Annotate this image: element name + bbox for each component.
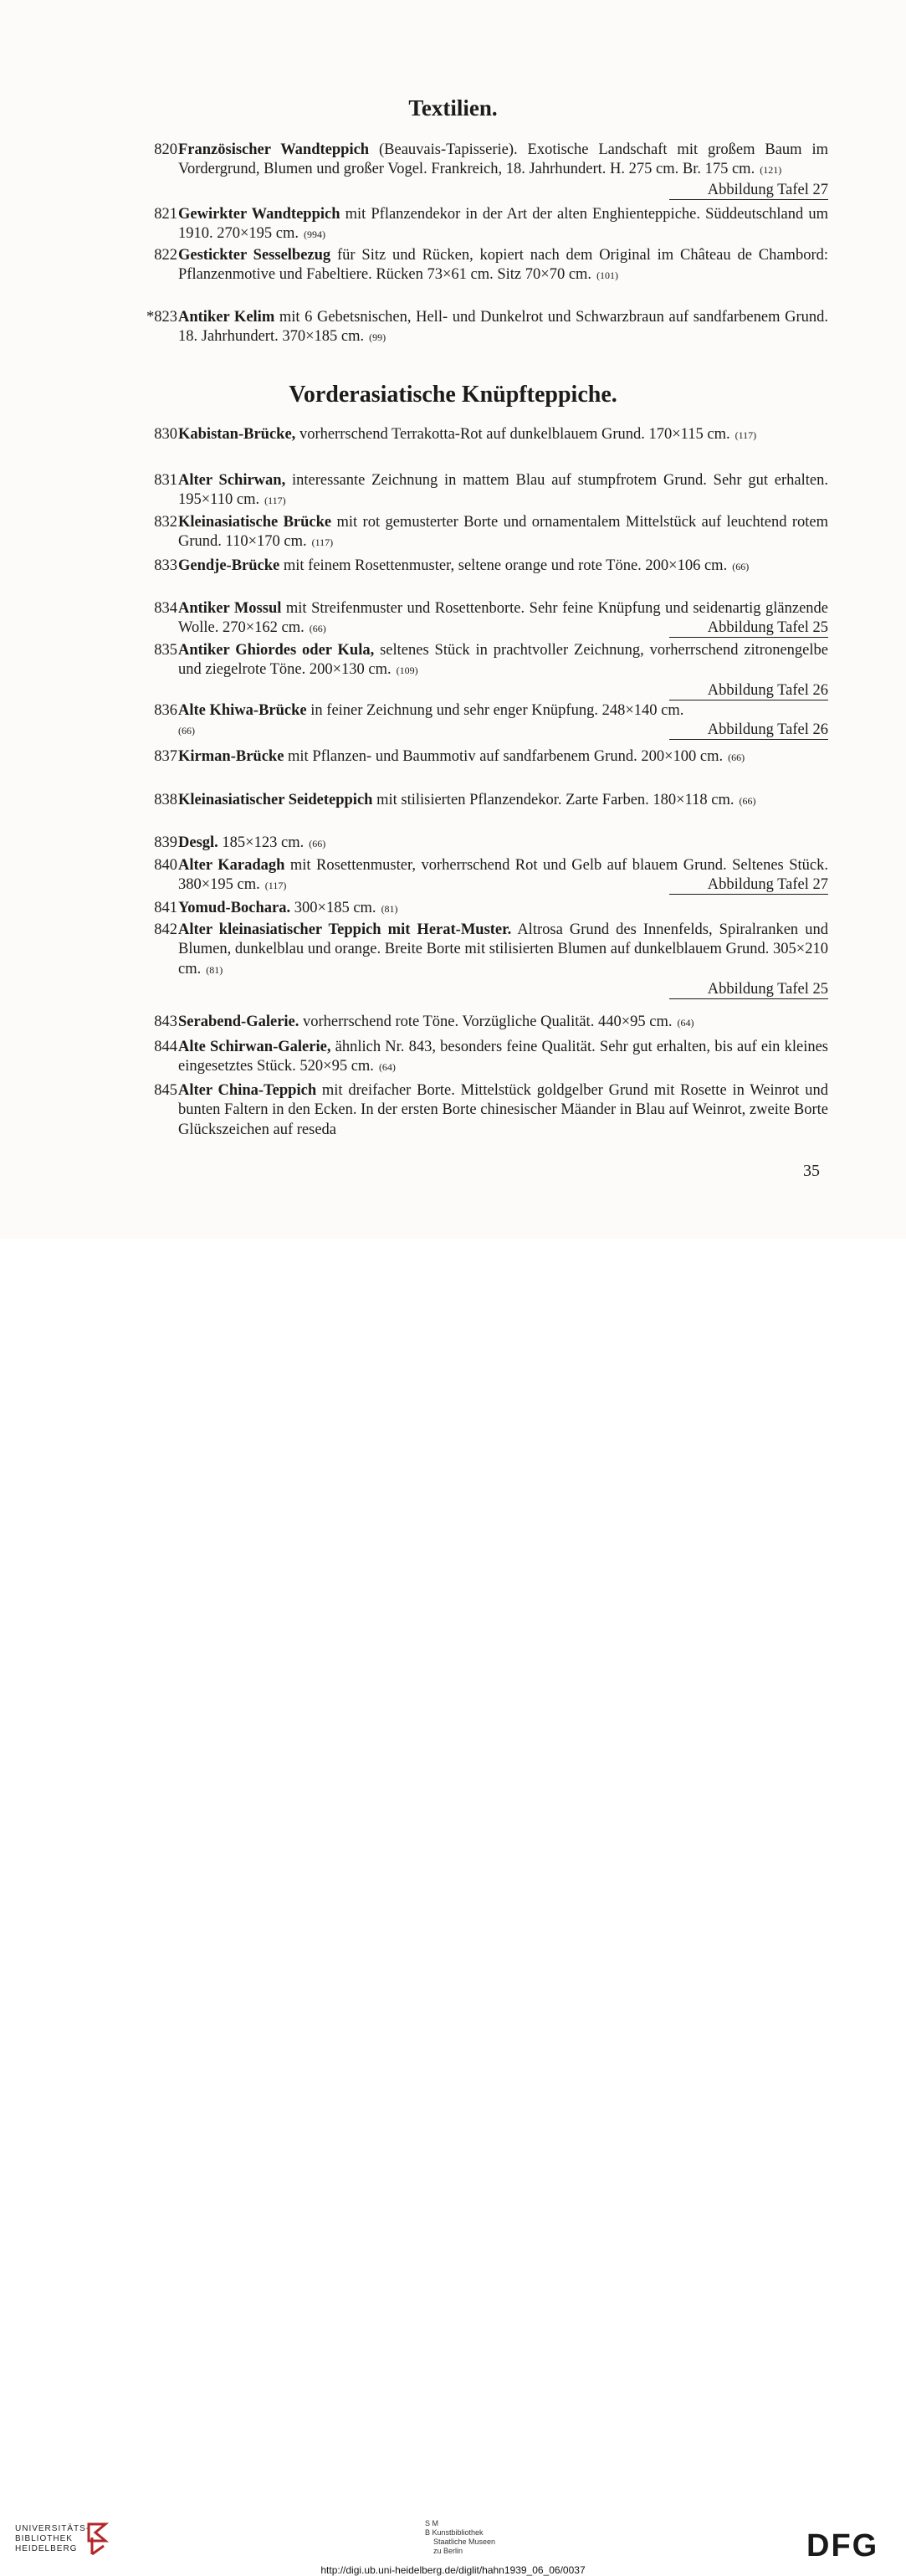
entry-title: Alte Schirwan-Galerie, — [178, 1039, 331, 1055]
entry-ref: (66) — [728, 752, 745, 763]
catalog-entry — [142, 557, 828, 577]
entry-ref: (66) — [739, 795, 756, 807]
entry-text: vorherrschend rote Töne. Vorzügliche Qualität. 440×95 cm. — [299, 1013, 673, 1030]
entry-title: Alter kleinasiatischer Teppich mit Herat-Muster. — [178, 921, 512, 938]
entry-title: Desgl. — [178, 834, 218, 851]
entry-ref: (109) — [396, 665, 418, 677]
entry-text: mit feinem Rosettenmuster, seltene orange und rote Töne. 200×106 cm. — [279, 557, 728, 574]
entry-text: für Sitz und Rücken, kopiert nach dem Original im Château de Chambord: Pflanzenmotive und Fabeltiere. Rücken 73×61 cm. Sitz 70×70 cm. — [178, 247, 828, 284]
entry-number: *823 — [146, 309, 177, 326]
entry-ref: (66) — [309, 623, 326, 635]
entry-text: mit Streifenmuster und Rosettenborte. Sehr feine Knüpfung und seidenartig glänzende Wolle. 270×162 cm. — [178, 600, 829, 637]
catalog-entry — [142, 921, 828, 999]
entry-ref: (994) — [304, 228, 326, 241]
entry-title: Antiker Mossul — [178, 600, 282, 617]
entry-ref: (64) — [378, 1061, 396, 1074]
catalog-entry — [142, 425, 828, 445]
entry-ref: (117) — [735, 429, 757, 441]
catalog-page — [0, 0, 906, 1239]
catalog-entry — [142, 899, 828, 919]
section-heading-vorderasiatische: Vorderasiatische Knüpfteppiche. — [289, 382, 617, 408]
entry-ref: (81) — [206, 963, 223, 976]
entry-number: 822 — [154, 247, 177, 264]
catalog-entry — [142, 513, 828, 553]
entry-number: 832 — [154, 514, 177, 531]
catalog-entry — [142, 701, 828, 741]
entry-number: 821 — [154, 206, 177, 223]
university-logo-text: UNIVERSITÄTS- BIBLIOTHEK HEIDELBERG — [15, 2524, 90, 2553]
entry-title: Französischer Wandteppich — [178, 141, 370, 158]
entry-ref: (81) — [381, 903, 398, 915]
entry-number: 820 — [154, 141, 177, 158]
catalog-entry — [142, 471, 828, 511]
entry-text: mit Pflanzendekor in der Art der alten Enghienteppiche. Süddeutschland um 1910. 270×195 cm. — [178, 206, 828, 243]
library-stamp: S M B Kunstbibliothek Staatliche Museen zu Berlin — [425, 2519, 496, 2555]
entry-text: mit dreifacher Borte. Mittelstück goldgelber Grund mit Rosette in Weinrot und bunten Faltern in den Ecken. In der ersten Borte chinesischer Mäander in Blau auf Weinrot, zweite Borte Glückszeichen auf reseda — [178, 1082, 828, 1138]
dfg-logo: DFG — [806, 2528, 879, 2563]
entry-ref: (117) — [311, 536, 334, 549]
entry-ref: (66) — [309, 838, 326, 849]
entry-text: mit stilisierten Pflanzendekor. Zarte Farben. 180×118 cm. — [372, 792, 735, 808]
entry-ref: (121) — [760, 164, 782, 177]
page-number: 35 — [803, 1162, 820, 1180]
entry-ref: (101) — [596, 269, 619, 282]
catalog-entry — [142, 747, 828, 767]
footer — [0, 1239, 906, 2576]
source-url[interactable]: http://digi.ub.uni-heidelberg.de/diglit/hahn1939_06_06/0037 — [320, 2564, 586, 2576]
entry-text: interessante Zeichnung in mattem Blau auf stumpfrotem Grund. Sehr gut erhalten. 195×110 cm. — [178, 472, 828, 509]
entry-abbildung: Abbildung Tafel 26 — [669, 721, 828, 740]
entry-abbildung: Abbildung Tafel 27 — [669, 875, 828, 895]
catalog-entry — [142, 791, 828, 811]
entry-title: Serabend-Galerie. — [178, 1013, 299, 1030]
entry-title: Kabistan-Brücke, — [178, 426, 296, 443]
catalog-entry — [142, 834, 828, 854]
entry-number: 842 — [154, 921, 177, 938]
catalog-entry — [142, 308, 828, 348]
entry-number: 837 — [154, 748, 177, 765]
entry-title: Alter China-Teppich — [178, 1082, 317, 1099]
entry-text: in feiner Zeichnung und sehr enger Knüpfung. 248×140 cm. — [306, 702, 684, 719]
entry-ref: (117) — [264, 880, 287, 892]
entry-number: 835 — [154, 642, 177, 659]
entry-abbildung: Abbildung Tafel 25 — [669, 980, 828, 999]
entry-title: Gendje-Brücke — [178, 557, 280, 574]
catalog-entry — [142, 1038, 828, 1078]
entry-ref: (66) — [732, 561, 750, 572]
entry-title: Alter Schirwan, — [178, 472, 286, 489]
entry-text: 300×185 cm. — [290, 900, 376, 916]
entry-title: Antiker Ghiordes oder Kula, — [178, 642, 375, 659]
university-logo-icon — [85, 2521, 109, 2558]
entry-number: 844 — [154, 1039, 177, 1055]
entry-number: 845 — [154, 1082, 177, 1099]
entry-ref: (99) — [369, 331, 386, 344]
entry-number: 830 — [154, 426, 177, 443]
entry-abbildung: Abbildung Tafel 27 — [669, 181, 828, 200]
catalog-entry — [142, 141, 828, 200]
entry-text: Altrosa Grund des Innenfelds, Spiralranken und Blumen, dunkelblau und orange. Breite Borte mit stilisierten Blumen auf dunkelblauem Grund. 305×210 cm. — [178, 921, 828, 978]
entry-text: ähnlich Nr. 843, besonders feine Qualität. Sehr gut erhalten, bis auf ein kleines eingesetztes Stück. 520×95 cm. — [178, 1039, 829, 1075]
entry-title: Kleinasiatischer Seideteppich — [178, 792, 373, 808]
entry-number: 840 — [154, 857, 177, 874]
entry-number: 836 — [154, 702, 177, 719]
entry-title: Gewirkter Wandteppich — [178, 206, 340, 223]
catalog-entry — [142, 856, 828, 896]
entry-title: Alte Khiwa-Brücke — [178, 702, 307, 719]
entry-text: mit Rosettenmuster, vorherrschend Rot und Gelb auf blauem Grund. Seltenes Stück. 380×195 cm. — [178, 857, 828, 894]
entry-title: Kleinasiatische Brücke — [178, 514, 332, 531]
entry-ref: (117) — [264, 495, 286, 507]
entry-text: (Beauvais-Tapisserie). Exotische Landschaft mit großem Baum im Vordergrund, Blumen und großer Vogel. Frankreich, 18. Jahrhundert. H. 275 cm. Br. 175 cm. — [178, 141, 828, 178]
catalog-entry — [142, 1081, 828, 1140]
entry-ref: (64) — [677, 1017, 694, 1029]
entry-text: mit rot gemusterter Borte und ornamentalem Mittelstück auf leuchtend rotem Grund. 110×170 cm. — [178, 514, 828, 551]
entry-abbildung: Abbildung Tafel 25 — [669, 618, 828, 638]
entry-title: Antiker Kelim — [178, 309, 275, 326]
entry-ref: (66) — [178, 725, 195, 737]
entry-title: Kirman-Brücke — [178, 748, 284, 765]
entry-number: 843 — [154, 1013, 177, 1030]
entry-number: 833 — [154, 557, 177, 574]
entry-text: vorherrschend Terrakotta-Rot auf dunkelblauem Grund. 170×115 cm. — [295, 426, 730, 443]
catalog-entry — [142, 599, 828, 639]
entry-number: 831 — [154, 472, 177, 489]
entry-text: 185×123 cm. — [218, 834, 305, 851]
section-heading-textilien: Textilien. — [408, 95, 498, 121]
entry-title: Gestickter Sesselbezug — [178, 247, 331, 264]
catalog-entry — [142, 1013, 828, 1033]
entry-abbildung: Abbildung Tafel 26 — [669, 681, 828, 700]
entry-number: 839 — [154, 834, 177, 851]
entry-number: 838 — [154, 792, 177, 808]
entry-text: mit 6 Gebetsnischen, Hell- und Dunkelrot und Schwarzbraun auf sandfarbenem Grund. 18. Jahrhundert. 370×185 cm. — [178, 309, 828, 346]
entry-title: Yomud-Bochara. — [178, 900, 291, 916]
entry-number: 834 — [154, 600, 177, 617]
entry-title: Alter Karadagh — [178, 857, 285, 874]
entry-number: 841 — [154, 900, 177, 916]
entry-text: mit Pflanzen- und Baummotiv auf sandfarbenem Grund. 200×100 cm. — [284, 748, 724, 765]
entry-text: seltenes Stück in prachtvoller Zeichnung, vorherrschend zitronengelbe und ziegelrote Töne. 200×130 cm. — [178, 642, 828, 679]
catalog-entry — [142, 246, 828, 286]
catalog-entry — [142, 205, 828, 245]
catalog-entry — [142, 641, 828, 700]
